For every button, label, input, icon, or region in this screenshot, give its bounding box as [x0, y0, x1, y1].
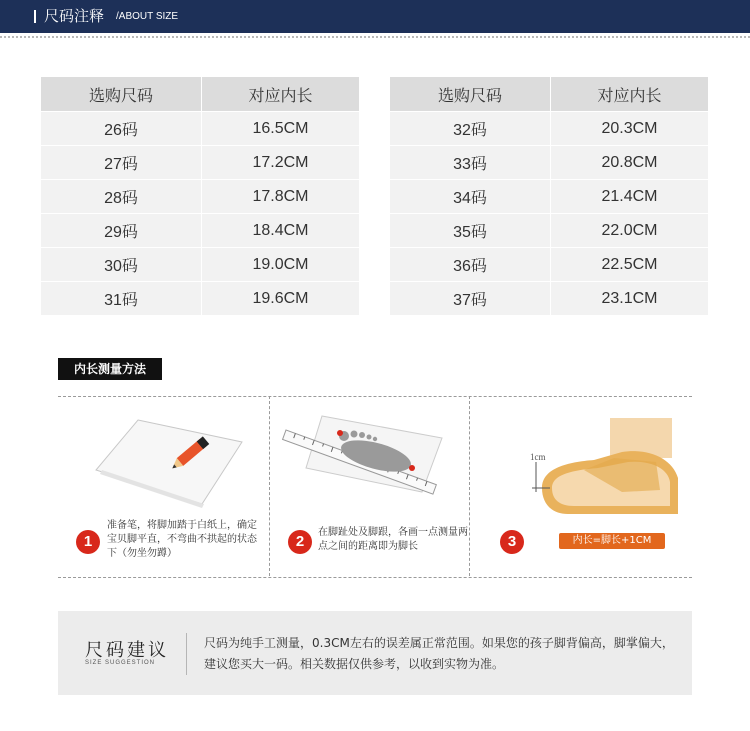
step-number-2: 2: [288, 530, 312, 554]
size-cell: 34码: [390, 180, 551, 214]
table-row: [41, 248, 359, 282]
panel-divider: [269, 396, 270, 576]
length-cell: 20.3CM: [551, 112, 708, 146]
table-row: [41, 180, 359, 214]
table-row: [41, 214, 359, 248]
advice-divider: [186, 633, 187, 675]
size-cell: 33码: [390, 146, 551, 180]
formula-badge: 内长=脚长+1CM: [559, 533, 665, 549]
advice-text: 尺码为纯手工测量，0.3CM左右的误差属正常范围。如果您的孩子脚背偏高，脚掌偏大，建议您买大一码。相关数据仅供参考，以收到实物为准。: [204, 636, 674, 671]
column-header-size: 选购尺码: [390, 77, 551, 112]
paper-sheet: [96, 420, 242, 504]
size-cell: 35码: [390, 214, 551, 248]
length-cell: 18.4CM: [202, 214, 359, 248]
step-1-text: 准备笔，将脚加踏于白纸上，确定宝贝脚平直，不弯曲不拱起的状态下（勿坐勿蹲）: [107, 520, 257, 559]
length-cell: 17.8CM: [202, 180, 359, 214]
table-header-row: [41, 77, 359, 112]
size-table-right: [390, 77, 708, 316]
table-header-row: [390, 77, 708, 112]
table-row: [390, 214, 708, 248]
foot-in-shoe-illustration: [528, 418, 688, 530]
header-subtitle: /ABOUT SIZE: [116, 11, 179, 22]
table-row: [41, 282, 359, 316]
method-section-label: 内长测量方法: [58, 358, 162, 380]
table-row: [390, 112, 708, 146]
length-cell: 17.2CM: [202, 146, 359, 180]
panel-divider: [469, 396, 470, 576]
length-cell: 22.5CM: [551, 248, 708, 282]
step-2-text: 在脚趾处及脚跟，各画一点测量两点之间的距离即为脚长: [318, 527, 468, 552]
header-title: 尺码注释: [44, 7, 105, 25]
size-table-left: [41, 77, 359, 316]
advice-title: 尺码建议: [85, 640, 169, 661]
table-row: [390, 248, 708, 282]
length-cell: 20.8CM: [551, 146, 708, 180]
table-row: [390, 180, 708, 214]
advice-subtitle: SIZE SUGGESTION: [85, 660, 156, 666]
table-row: [390, 146, 708, 180]
length-cell: 16.5CM: [202, 112, 359, 146]
column-header-size: 选购尺码: [41, 77, 202, 112]
length-cell: 23.1CM: [551, 282, 708, 316]
length-cell: 22.0CM: [551, 214, 708, 248]
step-number-3: 3: [500, 530, 524, 554]
size-cell: 29码: [41, 214, 202, 248]
paper-pencil-illustration: [92, 412, 252, 512]
size-cell: 36码: [390, 248, 551, 282]
size-advice-panel: [58, 611, 692, 695]
length-cell: 19.6CM: [202, 282, 359, 316]
size-cell: 28码: [41, 180, 202, 214]
length-cell: 19.0CM: [202, 248, 359, 282]
table-row: [41, 112, 359, 146]
gap-1cm-label: 1cm: [530, 452, 546, 462]
size-cell: 31码: [41, 282, 202, 316]
header-accent-bar: [34, 10, 36, 23]
size-cell: 27码: [41, 146, 202, 180]
dotted-divider: [0, 36, 750, 38]
size-cell: 32码: [390, 112, 551, 146]
table-row: [390, 282, 708, 316]
size-cell: 30码: [41, 248, 202, 282]
size-cell: 37码: [390, 282, 551, 316]
footprint-ruler-illustration: [282, 408, 462, 508]
table-row: [41, 146, 359, 180]
column-header-length: 对应内长: [202, 77, 359, 112]
column-header-length: 对应内长: [551, 77, 708, 112]
step-number-1: 1: [76, 530, 100, 554]
page-header: [0, 0, 750, 33]
length-cell: 21.4CM: [551, 180, 708, 214]
size-cell: 26码: [41, 112, 202, 146]
